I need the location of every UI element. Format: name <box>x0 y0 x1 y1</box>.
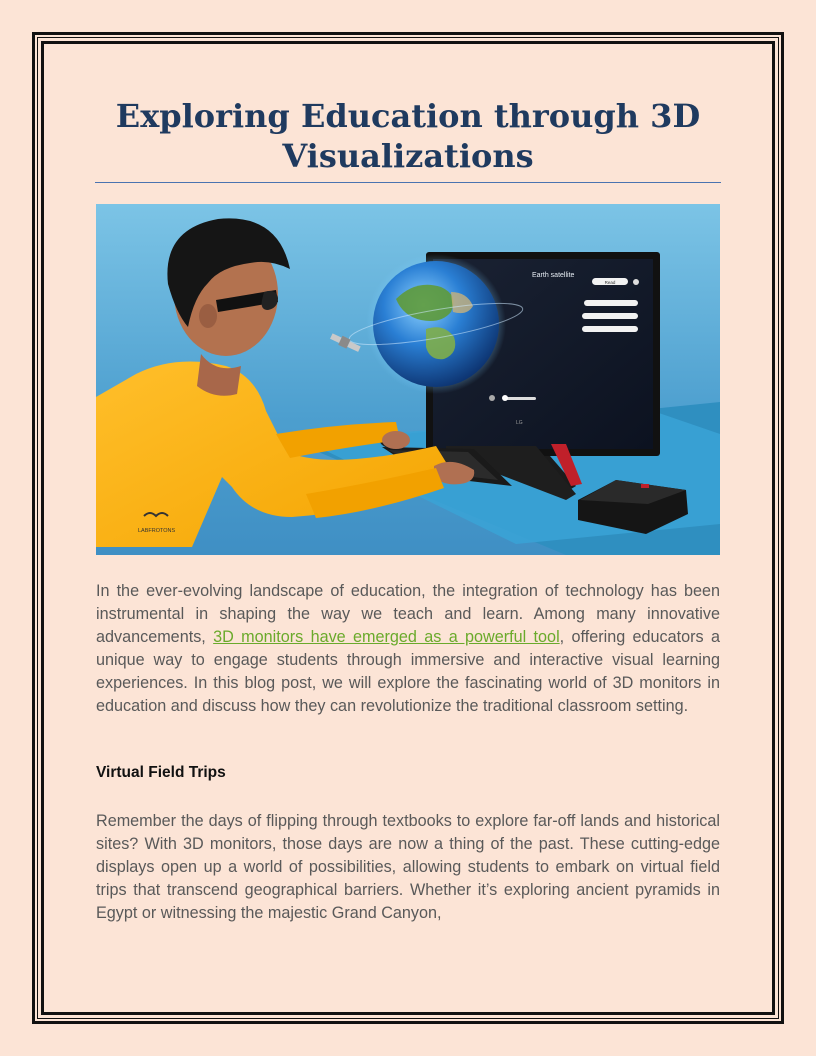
hero-image <box>96 204 720 555</box>
intro-paragraph <box>96 580 720 718</box>
shirt-logo-text: LABFROTONS <box>138 528 176 534</box>
section-heading-virtual-field-trips: Virtual Field Trips <box>96 764 226 781</box>
intro-text-end: , offering educators a unique way to engage students through immersive and interactive visual learning experiences. In this blog post, we will explore the fascinating world of 3D monitors in education and discuss how they can revolutionize the traditional classroom setting. <box>96 628 720 715</box>
screen-button: Read <box>604 280 616 285</box>
page-title: Exploring Education through 3D Visualizations <box>115 97 701 175</box>
virtual-field-trips-paragraph: Remember the days of flipping through textbooks to explore far-off lands and historical sites? With 3D monitors, those days are now a thing of the past. These cutting-edge displays open up a world of possibilities, allowing students to embark on virtual field trips that transcend geographical barriers. Whether it’s exploring ancient pyramids in Egypt or witnessing the majestic Grand Canyon, <box>96 812 720 922</box>
3d-monitors-link[interactable]: 3D monitors have emerged as a powerful tool <box>213 628 560 646</box>
title-underline <box>95 182 721 183</box>
intro-text-start: In the ever-evolving landscape of education, the integration of technology has been instrumental in shaping the way we teach and learn. Among many innovative advancements, <box>96 582 720 646</box>
screen-caption: Earth satellite <box>532 272 575 279</box>
svg-text:LG: LG <box>516 420 523 426</box>
